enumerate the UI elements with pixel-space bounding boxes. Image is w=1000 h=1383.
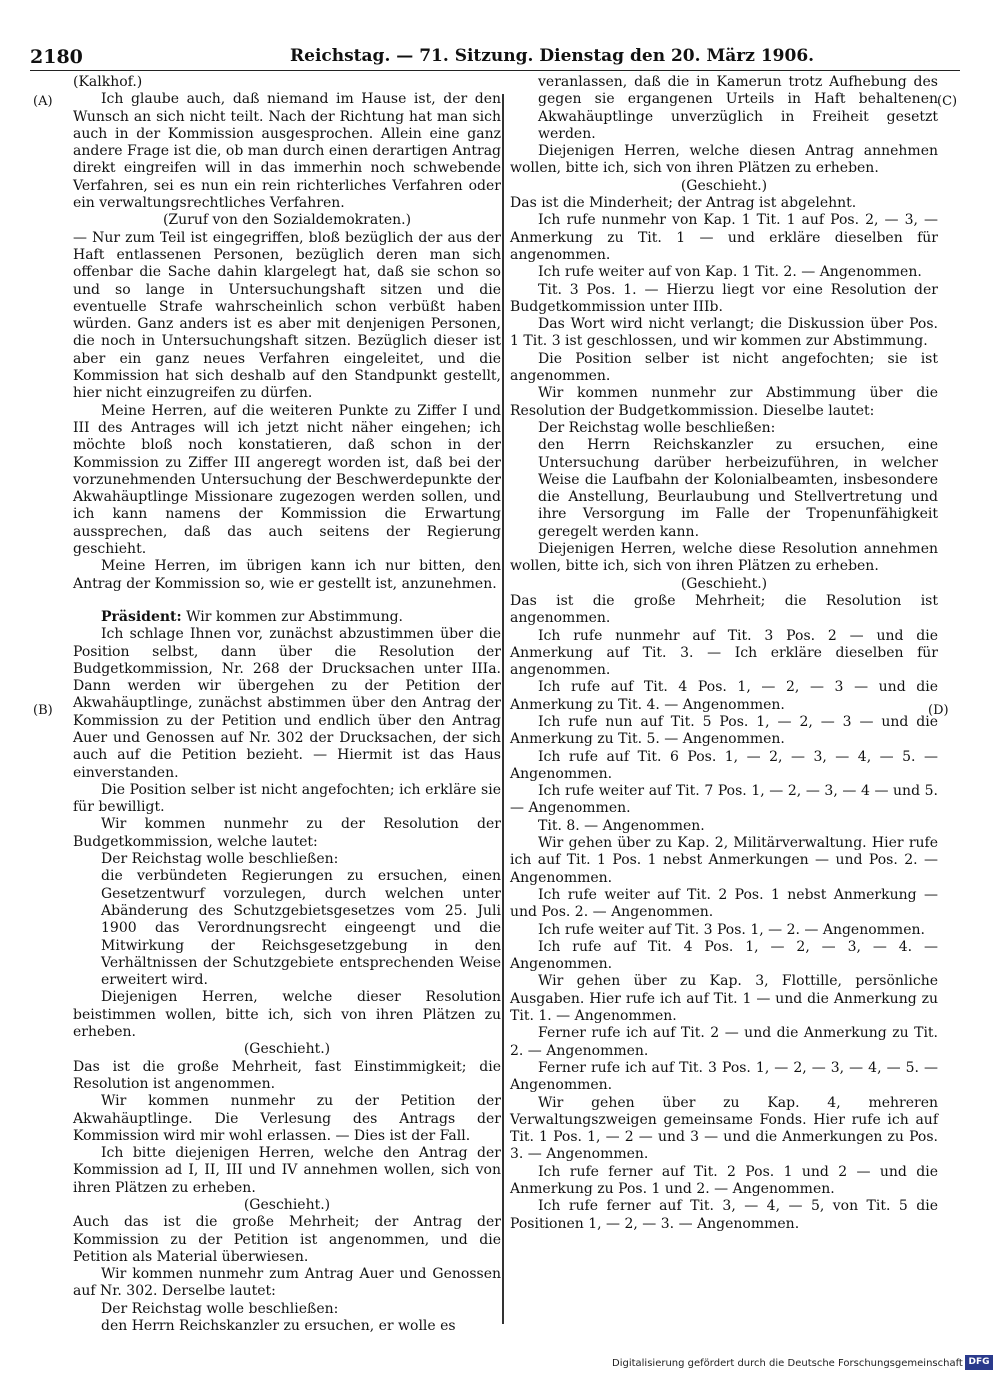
interjection: (Geschieht.) xyxy=(243,1041,331,1058)
quoted-motion: die verbündeten Regierungen zu ersuchen, einen Gesetzentwurf vorzulegen, durch welchen unter Abänderung des Schutzgebietsgesetzes vom 25. Juli 1900 das Verordnungsrecht eingeengt und die Mitwirkung der Reichsgesetzgebung in den Verhältnissen der Schutzgebiete entsprechenden Weise erweitert wird. xyxy=(101,868,501,989)
page-header xyxy=(30,46,960,71)
paragraph: Tit. 3 Pos. 1. — Hierzu liegt vor eine Resolution der Budgetkommission unter IIIb. xyxy=(510,281,938,315)
interjection: (Zuruf von den Sozialdemokraten.) xyxy=(162,212,412,229)
paragraph: Ich glaube auch, daß niemand im Hause ist, der den Wunsch an sich nicht teilt. Nach der Richtung hat man sich auch in der Kommission ausgesprochen. Allein eine ganz andere Frage ist die, ob man durch einen derartigen Antrag direkt eingreifen will in das immerhin noch schwebende Verfahren, sei es nun ein rein richterliches Verfahren oder ein verwaltungsrechtliches Verfahren. xyxy=(73,91,501,212)
paragraph: Ich bitte diejenigen Herren, welche den Antrag der Kommission ad I, II, III und IV annehmen wollen, sich von ihren Plätzen zu erheben. xyxy=(73,1145,501,1196)
paragraph: Diejenigen Herren, welche diese Resolution annehmen wollen, bitte ich, sich von ihren Plätzen zu erheben. xyxy=(510,541,938,575)
column-divider xyxy=(502,94,504,1324)
quoted-motion: veranlassen, daß die in Kamerun trotz Aufhebung des gegen sie ergangenen Urteils in Haft behaltenen Akwahäuptlinge unverzüglich in Freiheit gesetzt werden. xyxy=(538,74,938,142)
margin-mark-b: (B) xyxy=(33,703,53,718)
dfg-logo: DFG xyxy=(965,1355,993,1370)
paragraph: Tit. 8. — Angenommen. xyxy=(538,817,705,834)
footer-note: Digitalisierung gefördert durch die Deutsche Forschungsgemeinschaft xyxy=(612,1358,963,1369)
speaker-name: Präsident: xyxy=(101,608,182,625)
paragraph: Ich rufe auf Tit. 4 Pos. 1, — 2, — 3 — und die Anmerkung zu Tit. 4. — Angenommen. xyxy=(510,679,938,713)
paragraph: Ich rufe weiter auf von Kap. 1 Tit. 2. — Angenommen. xyxy=(538,264,922,281)
paragraph: Wir kommen nunmehr zu der Petition der Akwahäuptlinge. Die Verlesung des Antrags der Kommission wird mir wohl erlassen. — Dies ist der Fall. xyxy=(73,1093,501,1144)
paragraph: Wir gehen über zu Kap. 3, Flottille, persönliche Ausgaben. Hier rufe ich auf Tit. 1 — und die Anmerkung zu Tit. 1. — Angenommen. xyxy=(510,973,938,1025)
paragraph: Wir kommen nunmehr zu der Resolution der Budgetkommission, welche lautet: xyxy=(73,816,501,850)
paragraph: Ich rufe weiter auf Tit. 3 Pos. 1, — 2. — Angenommen. xyxy=(538,921,925,938)
paragraph: Die Position selber ist nicht angefochten; sie ist angenommen. xyxy=(510,350,938,385)
speaker-paragraph xyxy=(73,609,501,626)
margin-mark-c: (C) xyxy=(937,94,958,109)
paragraph: Das Wort wird nicht verlangt; die Diskussion über Pos. 1 Tit. 3 ist geschlossen, und wir kommen zur Abstimmung. xyxy=(510,316,938,350)
paragraph: Die Position selber ist nicht angefochten; ich erkläre sie für bewilligt. xyxy=(73,781,501,816)
paragraph: Das ist die große Mehrheit; die Resolution ist angenommen. xyxy=(510,592,938,627)
quoted-motion: den Herrn Reichskanzler zu ersuchen, eine Untersuchung darüber herbeizuführen, in welcher Weise die Laufbahn der Kolonialbeamten, insbesondere die Anstellung, Beurlaubung und Stellvertretung und ihre Versorgung im Falle der Tropenunfähigkeit geregelt werden kann. xyxy=(538,437,938,540)
paragraph: Der Reichstag wolle beschließen: xyxy=(101,1300,339,1317)
interjection: (Geschieht.) xyxy=(243,1197,331,1213)
quoted-motion: den Herrn Reichskanzler zu ersuchen, er wolle es xyxy=(101,1318,456,1335)
speaker-text: Wir kommen zur Abstimmung. xyxy=(186,608,404,625)
paragraph: Diejenigen Herren, welche dieser Resolution beistimmen wollen, bitte ich, sich von ihren Plätzen zu erheben. xyxy=(73,989,501,1041)
paragraph: Wir kommen nunmehr zum Antrag Auer und Genossen auf Nr. 302. Derselbe lautet: xyxy=(73,1266,501,1300)
paragraph: Ich rufe nun auf Tit. 5 Pos. 1, — 2, — 3 — und die Anmerkung zu Tit. 5. — Angenommen. xyxy=(510,713,938,748)
paragraph: Ich rufe weiter auf Tit. 7 Pos. 1, — 2, — 3, — 4 — und 5. — Angenommen. xyxy=(510,783,938,817)
running-head: Reichstag. — 71. Sitzung. Dienstag den 20. März 1906. xyxy=(290,46,815,66)
right-column xyxy=(510,74,938,1233)
interjection: (Geschieht.) xyxy=(680,177,768,194)
paragraph: Der Reichstag wolle beschließen: xyxy=(538,419,776,436)
paragraph: Ich rufe nunmehr auf Tit. 3 Pos. 2 — und die Anmerkung auf Tit. 3. — Ich erkläre dieselben für angenommen. xyxy=(510,627,938,679)
paragraph: Ich rufe ferner auf Tit. 3, — 4, — 5, von Tit. 5 die Positionen 1, — 2, — 3. — Angenommen. xyxy=(510,1198,938,1232)
paragraph: Auch das ist die große Mehrheit; der Antrag der Kommission zu der Petition ist angenommen, und die Petition als Material überwiesen. xyxy=(73,1214,501,1265)
paragraph: Wir gehen über zu Kap. 2, Militärverwaltung. Hier rufe ich auf Tit. 1 Pos. 1 nebst Anmerkungen — und Pos. 2. — Angenommen. xyxy=(510,835,938,886)
margin-mark-d: (D) xyxy=(928,703,949,718)
paragraph: Der Reichstag wolle beschließen: xyxy=(101,851,339,868)
paragraph: Wir gehen über zu Kap. 4, mehreren Verwaltungszweigen gemeinsame Fonds. Hier rufe ich auf Tit. 1 Pos. 1, — 2 — und 3 — und die Anmerkungen zu Pos. 3. — Angenommen. xyxy=(510,1094,938,1163)
paragraph: Meine Herren, auf die weiteren Punkte zu Ziffer I und III des Antrages will ich jetzt nicht näher eingehen; ich möchte bloß noch konstatieren, daß schon in der Kommission zu Ziffer III angeregt worden ist, daß bei der vorzunehmenden Untersuchung der Beschwerdepunkte der Akwahäuptlinge Missionare zugezogen werden sollen, und ich kann namens der Kommission die Erwartung aussprechen, daß das auch seitens der Regierung geschieht. xyxy=(73,402,501,558)
left-column xyxy=(73,74,501,1335)
paragraph: Diejenigen Herren, welche diesen Antrag annehmen wollen, bitte ich, sich von ihren Plätzen zu erheben. xyxy=(510,143,938,177)
page-number: 2180 xyxy=(30,46,83,68)
paragraph: Ich rufe weiter auf Tit. 2 Pos. 1 nebst Anmerkung — und Pos. 2. — Angenommen. xyxy=(510,886,938,921)
paragraph: Meine Herren, im übrigen kann ich nur bitten, den Antrag der Kommission so, wie er gestellt ist, anzunehmen. xyxy=(73,558,501,592)
paragraph: Das ist die große Mehrheit, fast Einstimmigkeit; die Resolution ist angenommen. xyxy=(73,1058,501,1092)
paragraph: Ferner rufe ich auf Tit. 3 Pos. 1, — 2, — 3, — 4, — 5. — Angenommen. xyxy=(510,1059,938,1094)
paragraph: (Kalkhof.) xyxy=(73,74,143,90)
paragraph: — Nur zum Teil ist eingegriffen, bloß bezüglich der aus der Haft entlassenen Personen, bezüglich deren man sich offenbar die Sache dahin klargelegt hat, daß sie schon so und so lange in Untersuchungshaft sitzen und die eventuelle Strafe wahrscheinlich schon verbüßt haben würden. Ganz anders ist es aber mit denjenigen Personen, die noch in Untersuchungshaft sitzen. Bezüglich dieser ist aber ein ganz neues Verfahren eingeleitet, und die Kommission hat sich deshalb auf den Standpunkt gestellt, hier nicht einzugreifen zu dürfen. xyxy=(73,229,501,402)
paragraph: Ferner rufe ich auf Tit. 2 — und die Anmerkung zu Tit. 2. — Angenommen. xyxy=(510,1025,938,1059)
paragraph: Das ist die Minderheit; der Antrag ist abgelehnt. xyxy=(510,195,857,212)
paragraph: Ich rufe auf Tit. 6 Pos. 1, — 2, — 3, — 4, — 5. — Angenommen. xyxy=(510,748,938,782)
paragraph: Ich schlage Ihnen vor, zunächst abzustimmen über die Position selbst, dann über die Resolution der Budgetkommission, Nr. 268 der Drucksachen unter IIIa. Dann werden wir übergehen zu der Petition der Akwahäuptlinge, zunächst abstimmen über den Antrag der Kommission zu der Petition und endlich über den Antrag Auer und Genossen auf Nr. 302 der Drucksachen, der sich auch auf die Petition bezieht. — Hiermit ist das Haus einverstanden. xyxy=(73,626,501,781)
paragraph: Ich rufe auf Tit. 4 Pos. 1, — 2, — 3, — 4. — Angenommen. xyxy=(510,938,938,973)
margin-mark-a: (A) xyxy=(33,94,53,109)
interjection: (Geschieht.) xyxy=(680,575,768,592)
paragraph: Ich rufe ferner auf Tit. 2 Pos. 1 und 2 — und die Anmerkung zu Pos. 1 und 2. — Angenommen. xyxy=(510,1163,938,1197)
paragraph: Wir kommen nunmehr zur Abstimmung über die Resolution der Budgetkommission. Dieselbe lautet: xyxy=(510,385,938,419)
paragraph: Ich rufe nunmehr von Kap. 1 Tit. 1 auf Pos. 2, — 3, — Anmerkung zu Tit. 1 — und erkläre dieselben für angenommen. xyxy=(510,212,938,263)
